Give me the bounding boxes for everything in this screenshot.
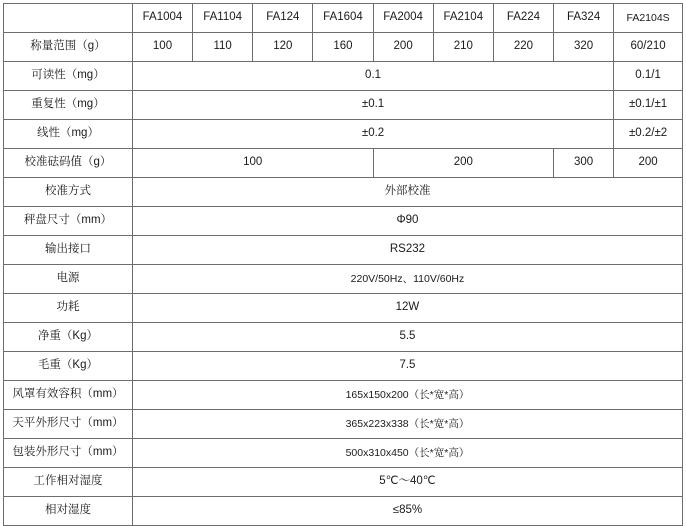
table-body [4,33,683,526]
table-row [4,352,683,381]
table-cell: 165x150x200（长*宽*高） [132,381,682,410]
table-cell: 0.1 [132,62,613,91]
row-label: 可读性（mg） [4,62,133,91]
row-label: 毛重（Kg） [4,352,133,381]
table-row [4,439,683,468]
table-cell: 220 [493,33,553,62]
row-label: 功耗 [4,294,133,323]
table-row [4,265,683,294]
model-header-fa1604: FA1604 [313,4,373,33]
table-cell: 120 [253,33,313,62]
row-label: 线性（mg） [4,120,133,149]
table-cell: 320 [554,33,614,62]
table-row [4,381,683,410]
table-cell: 220V/50Hz、110V/60Hz [132,265,682,294]
table-cell: 5.5 [132,323,682,352]
table-row [4,497,683,526]
model-header-fa1104: FA1104 [193,4,253,33]
table-cell: 210 [433,33,493,62]
table-row [4,91,683,120]
table-row [4,178,683,207]
row-label: 称量范围（g） [4,33,133,62]
table-cell: 0.1/1 [614,62,683,91]
table-cell: Φ90 [132,207,682,236]
row-label: 风罩有效容积（mm） [4,381,133,410]
row-label: 输出接口 [4,236,133,265]
specification-table [3,3,683,526]
table-cell: 500x310x450（长*宽*高） [132,439,682,468]
table-cell: 7.5 [132,352,682,381]
model-header-fa2004: FA2004 [373,4,433,33]
table-cell: 200 [373,33,433,62]
row-label: 电源 [4,265,133,294]
table-cell: 200 [614,149,683,178]
row-label: 净重（Kg） [4,323,133,352]
model-header-fa2104: FA2104 [433,4,493,33]
table-cell: 12W [132,294,682,323]
row-label: 校准方式 [4,178,133,207]
table-cell: ±0.2/±2 [614,120,683,149]
table-row [4,62,683,91]
table-cell: 60/210 [614,33,683,62]
row-label: 工作相对湿度 [4,468,133,497]
table-row [4,468,683,497]
table-row [4,410,683,439]
model-header-fa124: FA124 [253,4,313,33]
table-row [4,236,683,265]
table-cell: 外部校准 [132,178,682,207]
table-cell: ±0.1/±1 [614,91,683,120]
table-header [4,4,683,33]
table-cell: 365x223x338（长*宽*高） [132,410,682,439]
model-header-fa1004: FA1004 [132,4,192,33]
row-label: 相对湿度 [4,497,133,526]
table-cell: 160 [313,33,373,62]
table-row [4,207,683,236]
table-cell: ±0.1 [132,91,613,120]
table-cell: 110 [193,33,253,62]
model-header-fa324: FA324 [554,4,614,33]
table-row [4,120,683,149]
table-cell: 5℃～40℃ [132,468,682,497]
header-row [4,4,683,33]
table-row [4,323,683,352]
table-cell: RS232 [132,236,682,265]
table-cell: 300 [554,149,614,178]
spec-sheet [0,3,686,517]
table-cell: ≤85% [132,497,682,526]
table-row [4,149,683,178]
table-cell: 200 [373,149,553,178]
table-cell: 100 [132,33,192,62]
row-label: 秤盘尺寸（mm） [4,207,133,236]
row-label: 天平外形尺寸（mm） [4,410,133,439]
model-header-fa2104s: FA2104S [614,4,683,33]
table-cell: ±0.2 [132,120,613,149]
table-row [4,33,683,62]
model-header-fa224: FA224 [493,4,553,33]
table-cell: 100 [132,149,373,178]
table-row [4,294,683,323]
row-label: 校准砝码值（g） [4,149,133,178]
row-label: 重复性（mg） [4,91,133,120]
corner-cell [4,4,133,33]
row-label: 包装外形尺寸（mm） [4,439,133,468]
